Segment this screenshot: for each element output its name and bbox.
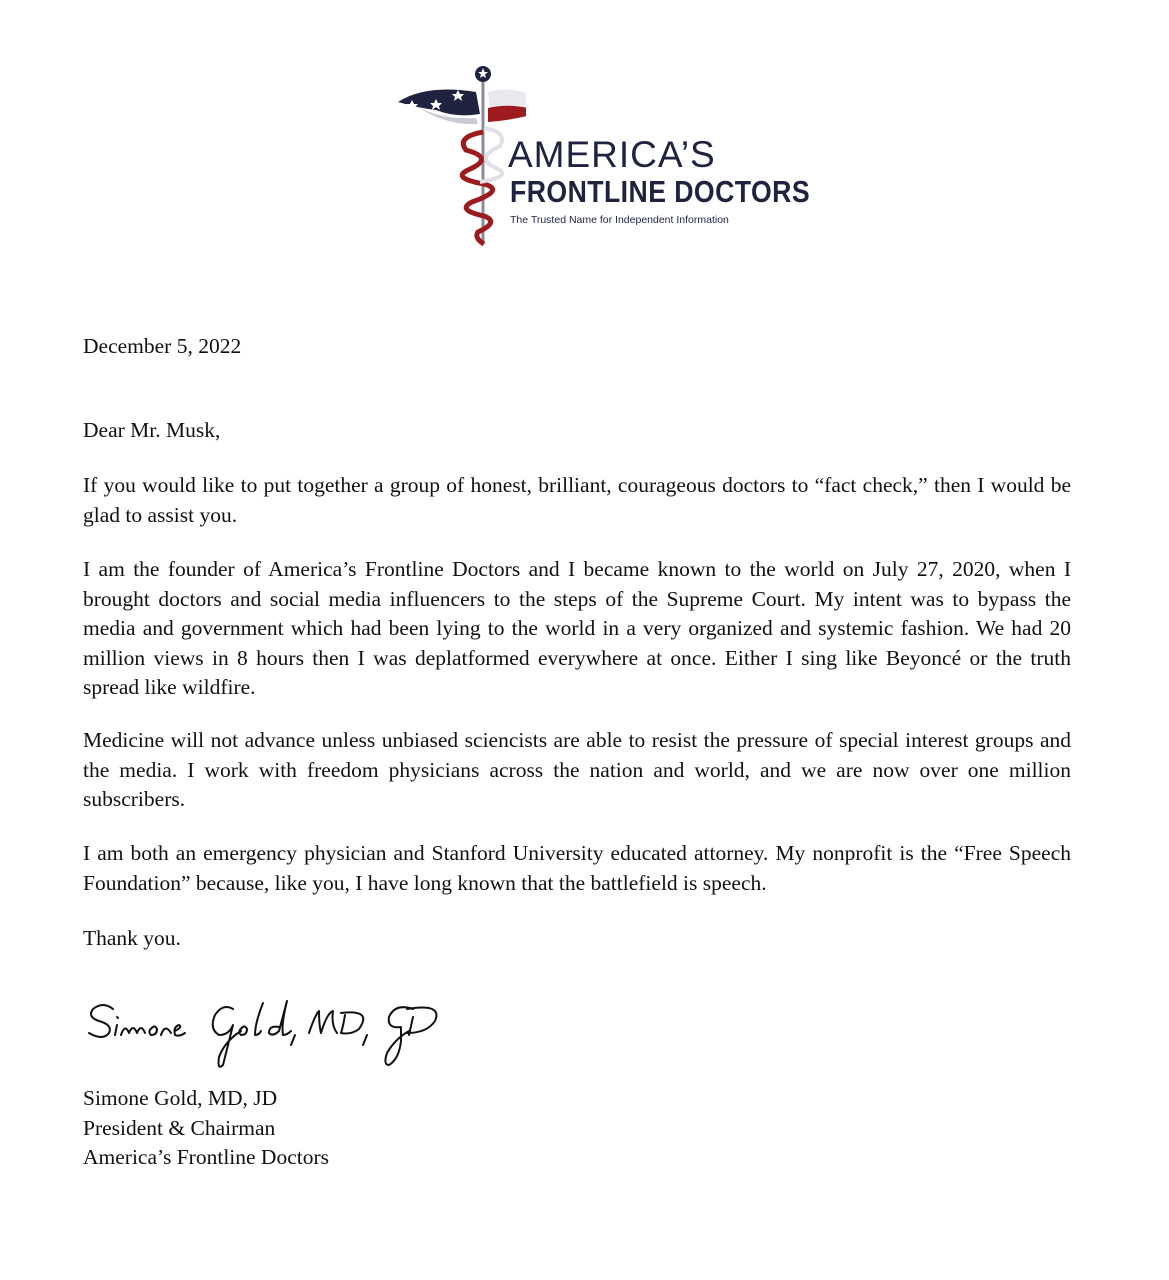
signer-title: President & Chairman bbox=[83, 1115, 276, 1140]
letter-paragraph-2: I am the founder of America’s Frontline Doctors and I became known to the world on July 27, 2020, when I brought doctors and social media influencers to the steps of the Supreme Court. My intent was to bypass the media and government which had been lying to the world in a very organized and systemic fashion. We had 20 million views in 8 hours then I was deplatformed everywhere at once. Either I sing like Beyoncé or the truth spread like wildfire. bbox=[83, 557, 1071, 699]
signer-name: Simone Gold, MD, JD bbox=[83, 1086, 278, 1110]
letter-salutation: Dear Mr. Musk, bbox=[83, 418, 221, 442]
signature-text: Simone Gold, MD, JD bbox=[83, 995, 93, 996]
letter-paragraph-3: Medicine will not advance unless unbiased sciencists are able to resist the pressure of special interest groups and the media. I work with freedom physicians across the nation and world, and we are now over one million subscribers. bbox=[83, 728, 1071, 811]
logo-tagline: The Trusted Name for Independent Information bbox=[510, 214, 729, 226]
caduceus-flag-emblem-icon bbox=[396, 62, 526, 252]
signer-organization: America’s Frontline Doctors bbox=[83, 1145, 330, 1169]
letter-paragraph-4: I am both an emergency physician and Stanford University educated attorney. My nonprofit is the “Free Speech Foundation” because, like you, I have long known that the battlefield is speech. bbox=[83, 841, 1071, 895]
letter-date: December 5, 2022 bbox=[83, 334, 242, 358]
logo-title-line1: AMERICA’S bbox=[508, 134, 716, 175]
handwritten-signature bbox=[83, 995, 473, 1075]
letter-closing: Thank you. bbox=[83, 926, 181, 950]
signature-block bbox=[83, 1084, 329, 1173]
letterhead-logo bbox=[396, 62, 811, 252]
logo-title-line2: FRONTLINE DOCTORS bbox=[510, 174, 811, 209]
letter-paragraph-1: If you would like to put together a group of honest, brilliant, courageous doctors to “fact check,” then I would be glad to assist you. bbox=[83, 473, 1071, 527]
